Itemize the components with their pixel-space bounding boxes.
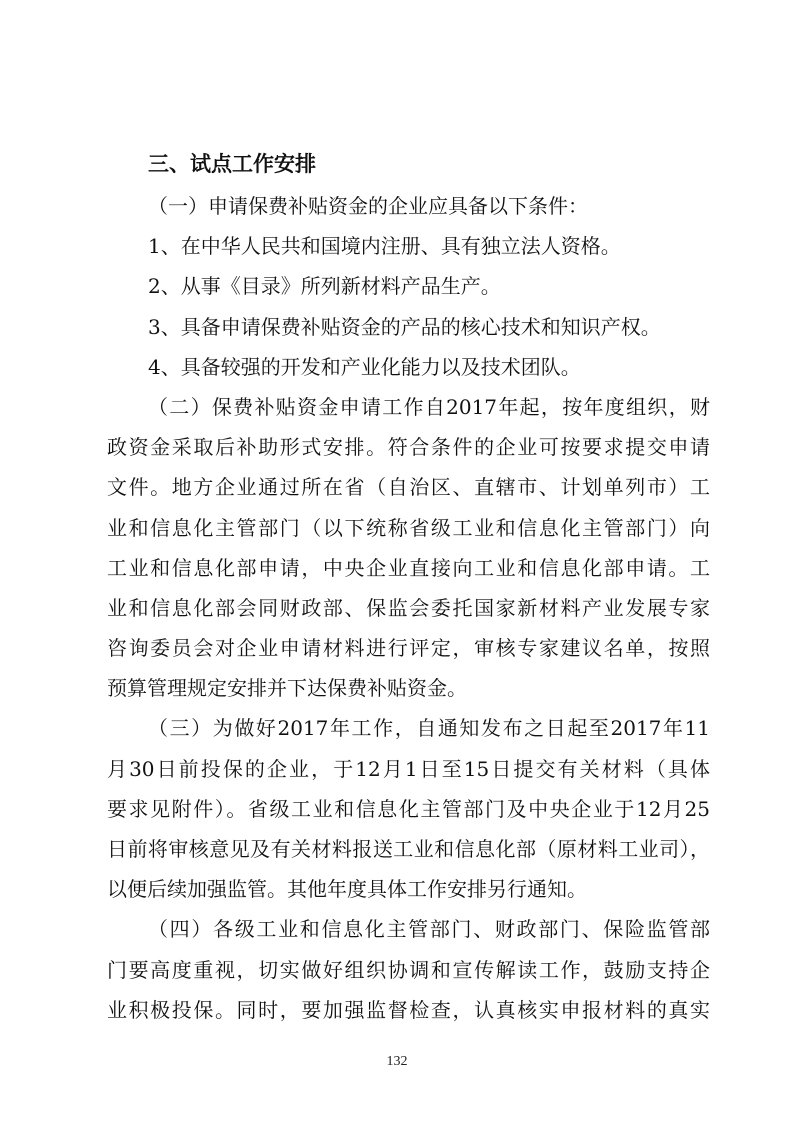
- condition-item-1: 1、在中华人民共和国境内注册、具有独立法人资格。: [148, 234, 621, 258]
- paragraph-2-line: 政资金采取后补助形式安排。符合条件的企业可按要求提交申请: [107, 435, 710, 459]
- condition-item-4: 4、具备较强的开发和产业化能力以及技术团队。: [148, 355, 581, 379]
- page-number: 132: [386, 1054, 408, 1069]
- paragraph-2-line: 文件。地方企业通过所在省（自治区、直辖市、计划单列市）工: [107, 475, 710, 499]
- paragraph-2-line: 工业和信息化部申请，中央企业直接向工业和信息化部申请。工: [107, 556, 710, 580]
- paragraph-2-line: 业和信息化主管部门（以下统称省级工业和信息化主管部门）向: [107, 516, 710, 540]
- paragraph-1-line: （一）申请保费补贴资金的企业应具备以下条件：: [148, 194, 588, 218]
- paragraph-4-line: （四）各级工业和信息化主管部门、财政部门、保险监管部: [148, 917, 710, 941]
- paragraph-3-line: （三）为做好2017年工作，自通知发布之日起至2017年11: [148, 716, 710, 740]
- paragraph-2-line: 业和信息化部会同财政部、保监会委托国家新材料产业发展专家: [107, 596, 710, 620]
- paragraph-3-line: 月30日前投保的企业，于12月1日至15日提交有关材料（具体: [107, 757, 710, 781]
- paragraph-3-line: 以便后续加强监管。其他年度具体工作安排另行通知。: [107, 877, 587, 901]
- section-heading: 三、试点工作安排: [148, 152, 316, 176]
- condition-item-3: 3、具备申请保费补贴资金的产品的核心技术和知识产权。: [148, 315, 661, 339]
- paragraph-2-line: 咨询委员会对企业申请材料进行评定，审核专家建议名单，按照: [107, 636, 710, 660]
- paragraph-4-line: 业积极投保。同时，要加强监督检查，认真核实申报材料的真实: [107, 998, 710, 1022]
- paragraph-2-line: （二）保费补贴资金申请工作自2017年起，按年度组织，财: [148, 395, 710, 419]
- paragraph-3-line: 日前将审核意见及有关材料报送工业和信息化部（原材料工业司），: [107, 837, 710, 861]
- paragraph-4-line: 门要高度重视，切实做好组织协调和宣传解读工作，鼓励支持企: [107, 958, 710, 982]
- paragraph-2-line: 预算管理规定安排并下达保费补贴资金。: [107, 676, 467, 700]
- paragraph-3-line: 要求见附件）。省级工业和信息化主管部门及中央企业于12月25: [107, 797, 710, 821]
- condition-item-2: 2、从事《目录》所列新材料产品生产。: [148, 274, 501, 298]
